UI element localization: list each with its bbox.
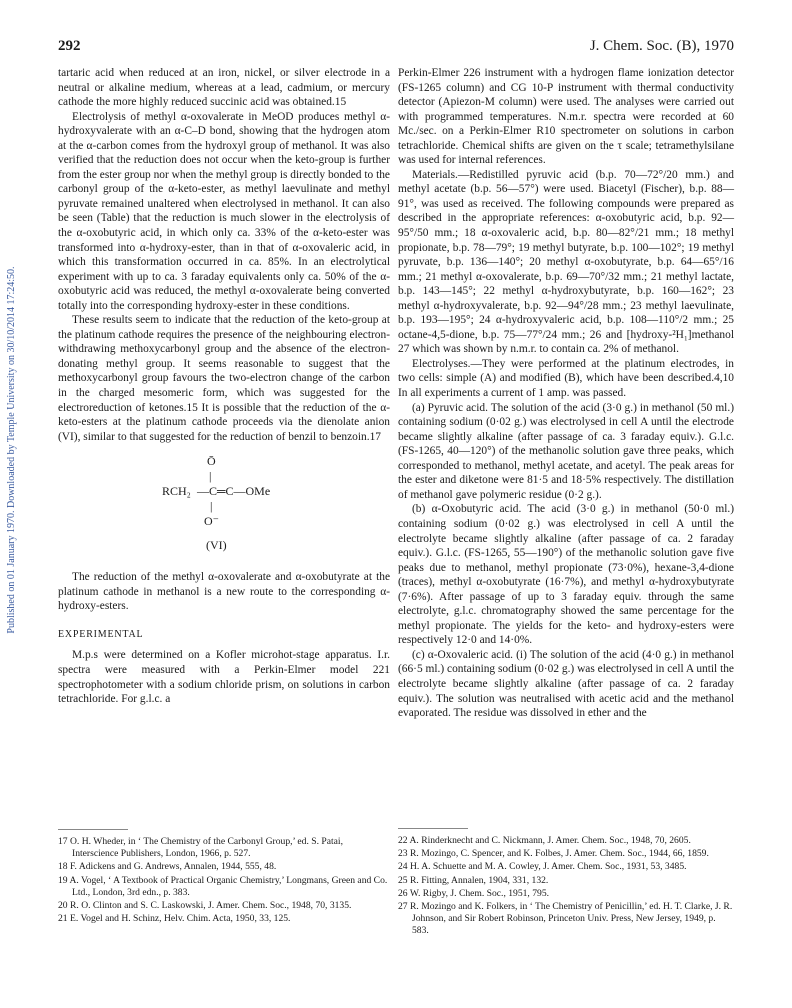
structure-vi <box>58 452 390 564</box>
footnote: 25 R. Fitting, Annalen, 1904, 331, 132. <box>398 874 549 886</box>
paragraph: M.p.s were determined on a Kofler microhot-stage apparatus. I.r. spectra were measured with a Perkin-Elmer model 221 spectrophotometer with a sodium chloride prism, on solutions in carbon tetrachloride. For g.l.c. a <box>58 649 390 706</box>
paragraph: These results seem to indicate that the reduction of the keto-group at the platinum cathode requires the presence of the neighbouring electron-withdrawing methoxycarbonyl group and the absence of the electron-donating methyl group. It seems reasonable to suggest that the methoxycarbonyl group favours the two-electron change of the carbon in the charged mesomeric form, which was suggested for the electroreduction of ketones.15 It is possible that the reduction of the α-keto-esters at the platinum cathode proceeds via the dienolate anion (VI), similar to that suggested for the reduction of benzil to benzoin.17 <box>58 314 390 443</box>
struct-o-top: Ō <box>207 454 216 469</box>
footnote: 18 F. Adickens and G. Andrews, Annalen, 1944, 555, 48. <box>58 861 277 873</box>
struct-bond-bottom: | <box>210 499 213 514</box>
footnote: 22 A. Rinderknecht and C. Nickmann, J. Amer. Chem. Soc., 1948, 70, 2605. <box>398 835 691 846</box>
footnote: 21 E. Vogel and H. Schinz, Helv. Chim. Acta, 1950, 33, 125. <box>58 913 291 925</box>
paragraph: The reduction of the methyl α-oxovalerate and α-oxobutyrate at the platinum cathode in methanol is a new route to the corresponding α-hydroxy-esters. <box>58 571 390 613</box>
page-number: 292 <box>58 38 81 54</box>
footnote: 17 O. H. Wheder, in ‘ The Chemistry of the Carbonyl Group,’ ed. S. Patai, Interscience Publishers, London, 1966, p. 527. <box>58 836 343 860</box>
download-sidebar <box>6 120 20 780</box>
struct-chain: —C═C—OMe <box>197 484 271 499</box>
struct-label: (VI) <box>206 538 227 553</box>
footnote: 23 R. Mozingo, C. Spencer, and K. Folbes, J. Amer. Chem. Soc., 1944, 66, 1859. <box>398 848 709 860</box>
page-header <box>58 38 734 58</box>
footnote: 24 H. A. Schuette and M. A. Cowley, J. Amer. Chem. Soc., 1931, 53, 3485. <box>398 861 687 873</box>
paragraph: (b) α-Oxobutyric acid. The acid (3·0 g.) in methanol (50·0 ml.) containing sodium (0·02 g.) was electrolysed in cell A until the electrolyte became slightly alkaline (after passage of ca. 2 faraday equiv.). G.l.c. (FS-1265, 55—190°) of the methanolic solution gave five peaks due to methanol, methyl propionate (73·0%), hexane-3,4-dione (traces), methyl α-oxobutyrate (16·7%), and methyl α-hydroxybutyrate (7·6%). After passage of up to 3 faraday equiv. through the same electrolyte, g.l.c. chromatography showed the same percentage for the methyl propionate. The yields for the keto- and hydroxy-esters were respectively 12·0 and 14·0%. <box>398 503 734 647</box>
footnote: 20 R. O. Clinton and S. C. Laskowski, J. Amer. Chem. Soc., 1948, 70, 3135. <box>58 900 352 912</box>
download-note[interactable]: Published on 01 January 1970. Downloaded by Temple University on 30/10/2014 17:24:50. <box>6 266 17 634</box>
paragraph: Materials.—Redistilled pyruvic acid (b.p. 70—72°/20 mm.) and methyl acetate (b.p. 56—57°) were used. Biacetyl (Fischer), b.p. 88—91°, was used as received. The following compounds were prepared as described in the appropriate references: α-oxobutyric acid, b.p. 92—95°/50 mm.; 18 α-oxovaleric acid, b.p. 80—82°/21 mm.; 18 methyl propionate, b.p. 78—79°; 19 methyl butyrate, b.p. 100—102°; 19 methyl pyruvate, b.p. 136—140°; 20 methyl α-oxobutyrate, b.p. 64—65°/16 mm.; 21 methyl α-oxovalerate, b.p. 69—70°/32 mm.; 21 methyl lactate, b.p. 143—145°; 22 methyl α-hydroxybutyrate, b.p. 160—162°; 23 methyl α-hydroxyvalerate, b.p. 92—94°/28 mm.; 23 methyl laevulinate, b.p. 193—195°; 24 α-hydroxyvaleric acid, b.p. 108—110°/2 mm.; 25 octane-4,5-dione, b.p. 75—77°/24 mm.; 26 and [hydroxy-²H₁]methanol 27 which was shown by n.m.r. to contain ca. 2% of methanol. <box>398 168 734 356</box>
footnotes-right <box>398 835 734 939</box>
footnote: 27 R. Mozingo and K. Folkers, in ‘ The Chemistry of Penicillin,’ ed. H. T. Clarke, J. R. Johnson, and Sir Robert Robinson, Princeton Univ. Press, New Jersey, 1949, p. 583. <box>398 901 733 937</box>
paragraph: tartaric acid when reduced at an iron, nickel, or silver electrode in a neutral or alkaline medium, whereas at a lead, cadmium, or mercury cathode the more highly reduced succinic acid was obtained.15 <box>58 67 390 109</box>
journal-title: J. Chem. Soc. (B), 1970 <box>589 38 734 54</box>
struct-bond-top: | <box>209 469 212 484</box>
footnote: 26 W. Rigby, J. Chem. Soc., 1951, 795. <box>398 887 550 899</box>
paragraph: Electrolysis of methyl α-oxovalerate in MeOD produces methyl α-hydroxyvalerate with an α-C–D bond, showing that the hydrogen atom at the α-carbon comes from the hydroxyl group of methanol. It was also verified that the reduction does not occur when the keto-group is further from the ester group nor when the methyl group is directly bonded to the carbonyl group of the α-keto-ester, as methyl laevulinate and methyl pyruvate remained unaltered when electrolysed in methanol. It can also be seen (Table) that the reduction is much slower in the electrolysis of the α-oxobutyric acid, in which only ca. 33% of the α-keto-ester was transformed into α-hydroxy-ester, than in that of α-oxovaleric acid, in which this transformation occurred in ca. 85%. In an electrolytical experiment with up to ca. 3 faraday equivalents only ca. 50% of the α-oxobutyric acid was reduced, the methyl α-oxovalerate being converted totally into the corresponding hydroxy-ester in these conditions. <box>58 110 390 312</box>
footnote: 19 A. Vogel, ‘ A Textbook of Practical Organic Chemistry,’ Longmans, Green and Co. Ltd., London, 3rd edn., p. 383. <box>58 874 388 898</box>
paragraph: (c) α-Oxovaleric acid. (i) The solution of the acid (4·0 g.) in methanol (66·5 ml.) containing sodium (0·02 g.) was electrolysed in cell A until the electrolyte became slightly alkaline (after passage of ca. 2 faraday equiv.). The solution was neutralised with acetic acid and the methanol evaporated. The residue was dissolved in ether and the <box>398 648 734 720</box>
paragraph: (a) Pyruvic acid. The solution of the acid (3·0 g.) in methanol (50 ml.) containing sodium (0·02 g.) was electrolysed in cell A until the electrode became slightly alkaline (after passage of ca. 3 faraday equiv.). G.l.c. (FS-1265, 40—120°) of the methanolic solution gave three peaks, which corresponded to methanol, methyl acetate, and acetyl. The peak areas for the ester and diketone were 81·5 and 18·5% respectively. The distillation of methanol gave polymeric residue (0·2 g.). <box>398 401 734 501</box>
footnotes-left <box>58 836 390 926</box>
footnote-rule <box>58 829 128 830</box>
left-column <box>58 66 390 707</box>
struct-rch2: RCH₂ <box>162 484 191 499</box>
struct-o-bottom: O⁻ <box>204 514 219 529</box>
footnote-rule <box>398 828 468 829</box>
section-heading-experimental: EXPERIMENTAL <box>58 628 144 640</box>
right-column <box>398 66 734 721</box>
paragraph: Perkin-Elmer 226 instrument with a hydrogen flame ionization detector (FS-1265 column) and CG 10-P instrument with thermal conductivity detector (Apiezon-M column) were used. The analyses were carried out with programmed temperatures. N.m.r. spectra were recorded at 60 Mc./sec. on a Perkin-Elmer R10 spectrometer on solutions in carbon tetrachloride. Chemical shifts are given on the τ scale; tetramethylsilane was used for internal references. <box>398 67 734 167</box>
paragraph: Electrolyses.—They were performed at the platinum electrodes, in two cells: simple (A) and modified (B), which have been described.4,10 In all experiments a current of 1 amp. was passed. <box>398 357 734 400</box>
